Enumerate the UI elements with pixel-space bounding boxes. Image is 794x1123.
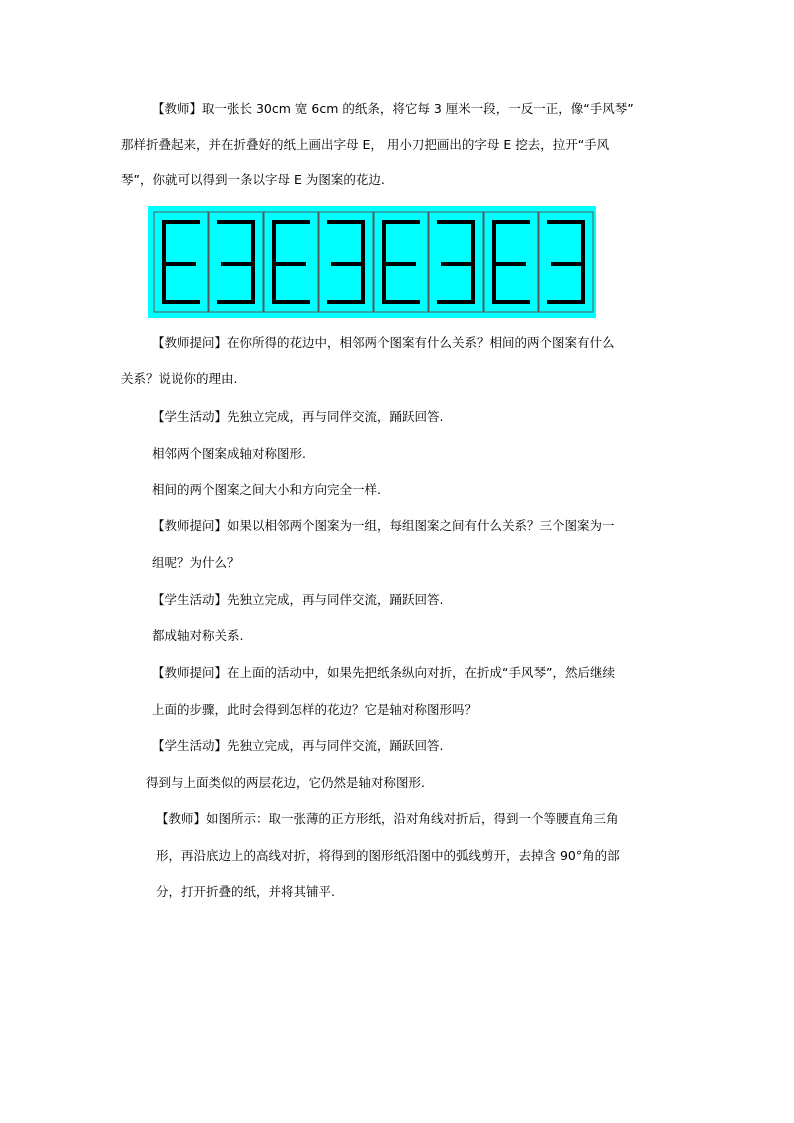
paragraph-line-14: 上面的步骤，此时会得到怎样的花边？它是轴对称图形吗？ [152,702,478,717]
letter-e-border-figure [148,206,596,318]
paragraph-line-6: 【学生活动】先独立完成，再与同伴交流，踊跃回答. [152,409,444,424]
paragraph-line-2: 那样折叠起来，并在折叠好的纸上画出字母 E， 用小刀把画出的字母 E 挖去，拉开“手风 [121,137,610,152]
paragraph-line-19: 分，打开折叠的纸，并将其铺平. [156,884,335,899]
paragraph-line-18: 形，再沿底边上的高线对折，将得到的图形纸沿图中的弧线剪开，去掉含 90°角的部 [156,848,620,863]
paragraph-line-16: 得到与上面类似的两层花边，它仍然是轴对称图形. [146,775,425,790]
paragraph-line-10: 组呢？为什么？ [152,555,240,570]
paragraph-line-5: 关系？说说你的理由. [121,371,238,386]
paragraph-line-11: 【学生活动】先独立完成，再与同伴交流，踊跃回答. [152,592,444,607]
paragraph-line-4: 【教师提问】在你所得的花边中，相邻两个图案有什么关系？相间的两个图案有什么 [152,335,615,350]
paragraph-line-7: 相邻两个图案成轴对称图形. [152,446,306,461]
paragraph-line-13: 【教师提问】在上面的活动中，如果先把纸条纵向对折，在折成“手风琴”，然后继续 [152,665,615,680]
paragraph-line-17: 【教师】如图所示：取一张薄的正方形纸，沿对角线对折后，得到一个等腰直角三角 [156,811,619,826]
paragraph-line-8: 相间的两个图案之间大小和方向完全一样. [152,482,381,497]
paragraph-line-12: 都成轴对称关系. [152,628,244,643]
paragraph-line-9: 【教师提问】如果以相邻两个图案为一组，每组图案之间有什么关系？三个图案为一 [152,518,615,533]
paragraph-line-3: 琴”，你就可以得到一条以字母 E 为图案的花边. [121,172,385,187]
paragraph-line-1: 【教师】取一张长 30cm 宽 6cm 的纸条，将它每 3 厘米一段，一反一正，像“手风琴” [152,101,634,116]
paragraph-line-15: 【学生活动】先独立完成，再与同伴交流，踊跃回答. [152,738,444,753]
